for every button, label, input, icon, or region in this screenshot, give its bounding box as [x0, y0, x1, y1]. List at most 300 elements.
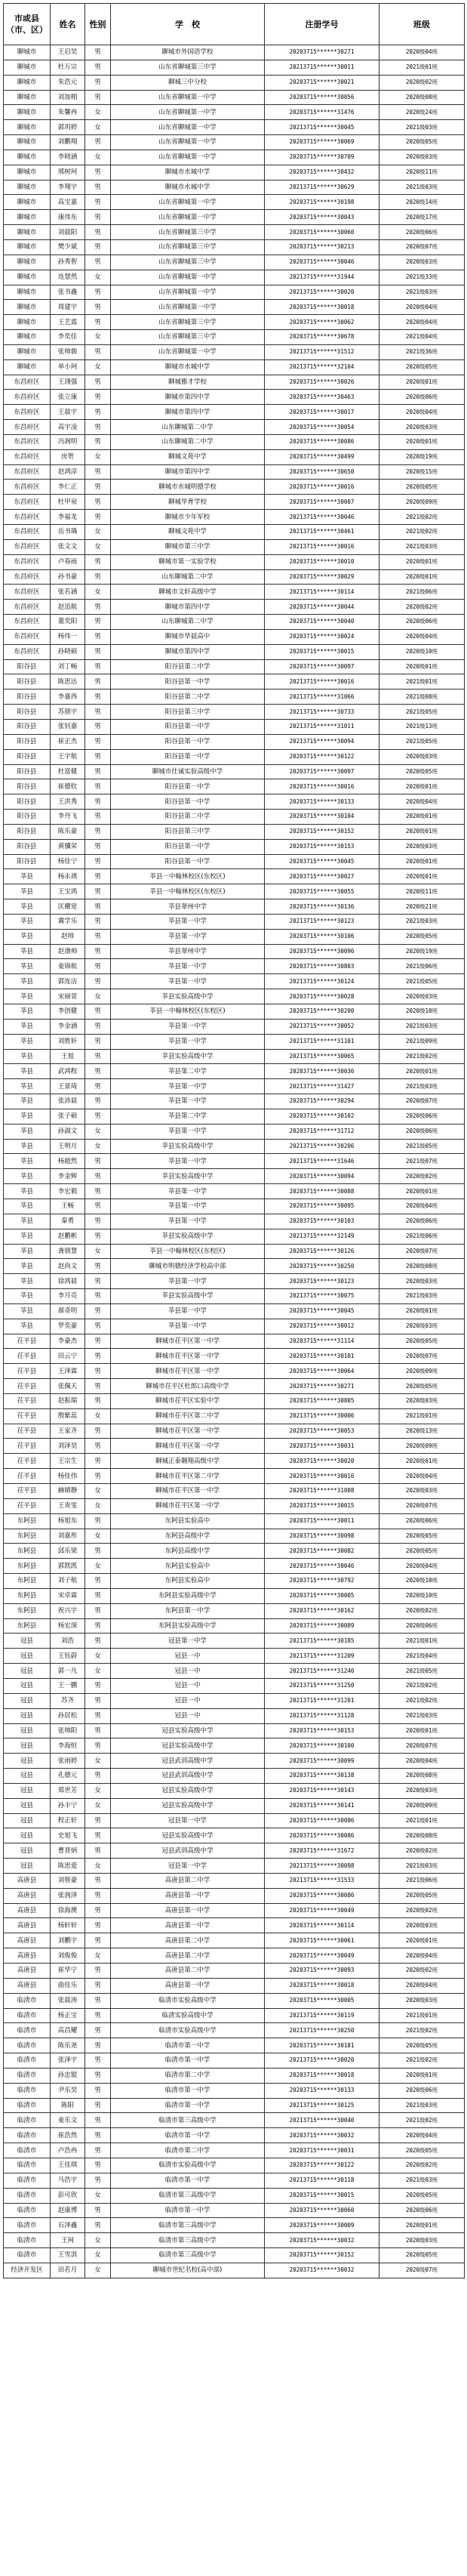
cell-school: 莘县翠州中学 [111, 944, 265, 959]
cell-student-id: 20203715******30032 [265, 2263, 379, 2278]
cell-gender: 男 [85, 1678, 111, 1693]
cell-name: 张书鑫 [51, 285, 85, 300]
cell-class: 2021级03班 [379, 2098, 465, 2113]
cell-school: 聊城市文轩高级中学 [111, 585, 265, 600]
cell-region: 东昌府区 [4, 554, 51, 569]
cell-name: 郭玥婷 [51, 120, 85, 135]
cell-name: 崔正杰 [51, 734, 85, 749]
table-row [4, 569, 465, 585]
cell-class: 2020级08班 [379, 1769, 465, 1784]
table-row [4, 659, 465, 674]
cell-school: 冠县实验高级中学 [111, 1798, 265, 1813]
cell-name: 张若涵 [51, 585, 85, 600]
cell-gender: 男 [85, 1723, 111, 1738]
cell-gender: 女 [85, 525, 111, 540]
cell-region: 聊城市 [4, 75, 51, 90]
cell-name: 樊少斌 [51, 239, 85, 255]
cell-school: 临清市第二中学 [111, 2143, 265, 2158]
cell-name: 张立康 [51, 390, 85, 405]
cell-school: 聊城市第三中学 [111, 539, 265, 554]
cell-class: 2020级03班 [379, 1274, 465, 1289]
cell-school: 东阿县第一中学 [111, 1603, 265, 1618]
cell-student-id: 20203715******30069 [265, 135, 379, 150]
cell-region: 东昌府区 [4, 600, 51, 615]
table-row [4, 2248, 465, 2263]
table-row [4, 1843, 465, 1859]
cell-class: 2020级03班 [379, 255, 465, 270]
table-row [4, 180, 465, 195]
cell-gender: 女 [85, 1484, 111, 1499]
cell-gender: 男 [85, 464, 111, 480]
cell-region: 东昌府区 [4, 375, 51, 390]
cell-region: 冠县 [4, 1738, 51, 1754]
cell-name: 陈思达 [51, 674, 85, 690]
cell-name: 张润泽 [51, 1888, 85, 1903]
cell-student-id: 20213715******30250 [265, 2023, 379, 2038]
cell-student-id: 20213715******30098 [265, 1859, 379, 1874]
cell-class: 2020级05班 [379, 1379, 465, 1394]
cell-region: 莘县 [4, 929, 51, 944]
cell-name: 赵迅航 [51, 600, 85, 615]
cell-student-id: 20213715******30075 [265, 1289, 379, 1304]
cell-class: 2021级01班 [379, 1634, 465, 1649]
cell-region: 冠县 [4, 1754, 51, 1769]
cell-gender: 男 [85, 1888, 111, 1903]
table-row [4, 1798, 465, 1813]
cell-gender: 男 [85, 615, 111, 630]
cell-school: 聊城市茌平区第一中学 [111, 1498, 265, 1513]
cell-school: 莘县翠州中学 [111, 899, 265, 915]
cell-class: 2021级03班 [379, 2173, 465, 2188]
cell-school: 山东省聊城第一中学 [111, 195, 265, 210]
table-row [4, 2053, 465, 2069]
cell-student-id: 20203715******30463 [265, 390, 379, 405]
cell-region: 阳谷县 [4, 659, 51, 674]
cell-region: 东阿县 [4, 1618, 51, 1634]
cell-gender: 男 [85, 749, 111, 764]
cell-class: 2020级03班 [379, 1393, 465, 1408]
cell-school: 临清市第三高级中学 [111, 2248, 265, 2263]
cell-student-id: 20203715******30018 [265, 1978, 379, 1993]
cell-region: 莘县 [4, 1019, 51, 1034]
cell-class: 2020级04班 [379, 315, 465, 330]
cell-student-id: 20203715******30152 [265, 824, 379, 839]
cell-name: 张晨涛 [51, 1993, 85, 2008]
cell-class: 2021级01班 [379, 674, 465, 690]
cell-region: 阳谷县 [4, 719, 51, 734]
cell-class: 2021级05班 [379, 974, 465, 989]
cell-gender: 男 [85, 734, 111, 749]
cell-class: 2021级02班 [379, 1678, 465, 1693]
cell-region: 高唐县 [4, 1903, 51, 1918]
cell-class: 2021级02班 [379, 2113, 465, 2128]
cell-student-id: 20203715******30032 [265, 2128, 379, 2143]
cell-class: 2020级01班 [379, 810, 465, 825]
table-row [4, 644, 465, 659]
cell-region: 临清市 [4, 2068, 51, 2083]
cell-student-id: 20203715******30086 [265, 1828, 379, 1843]
cell-school: 山东省聊城第一中学 [111, 285, 265, 300]
cell-class: 2020级05班 [379, 2143, 465, 2158]
cell-gender: 男 [85, 1693, 111, 1708]
cell-name: 陈乐尧 [51, 2038, 85, 2053]
cell-name: 秦勇 [51, 1214, 85, 1229]
cell-school: 聊城市第四中学 [111, 644, 265, 659]
cell-region: 莘县 [4, 1319, 51, 1334]
cell-student-id: 20213715******31250 [265, 1678, 379, 1693]
cell-school: 莘县第一中学 [111, 1199, 265, 1214]
cell-class: 2021级03班 [379, 539, 465, 554]
cell-gender: 男 [85, 255, 111, 270]
cell-student-id: 20203715******30095 [265, 1199, 379, 1214]
table-row [4, 150, 465, 165]
cell-region: 聊城市 [4, 359, 51, 375]
header-row [4, 4, 465, 45]
cell-school: 聊城正泰翱翔高级中学 [111, 1454, 265, 1469]
cell-name: 尹乐昊 [51, 2083, 85, 2098]
cell-school: 阳谷县第一中学 [111, 794, 265, 810]
table-row [4, 1678, 465, 1693]
cell-student-id: 20203715******30709 [265, 150, 379, 165]
cell-gender: 男 [85, 2098, 111, 2113]
cell-name: 祝兴宇 [51, 1603, 85, 1618]
cell-gender: 男 [85, 810, 111, 825]
table-row [4, 1559, 465, 1574]
cell-name: 宋卓霖 [51, 1588, 85, 1603]
cell-student-id: 20213715******31944 [265, 270, 379, 285]
cell-class: 2020级01班 [379, 779, 465, 794]
cell-gender: 男 [85, 2008, 111, 2023]
cell-name: 李嘉西 [51, 690, 85, 705]
cell-class: 2020级09班 [379, 495, 465, 510]
cell-class: 2020级01班 [379, 1933, 465, 1948]
cell-school: 聊城市茌平区第一中学 [111, 1439, 265, 1454]
cell-region: 聊城市 [4, 225, 51, 240]
cell-gender: 男 [85, 1214, 111, 1229]
cell-gender: 男 [85, 1574, 111, 1589]
cell-class: 2020级10班 [379, 1574, 465, 1589]
cell-class: 2020级05班 [379, 135, 465, 150]
cell-student-id: 20203715******30045 [265, 1303, 379, 1319]
table-row [4, 1738, 465, 1754]
cell-student-id: 20203715******30046 [265, 255, 379, 270]
cell-region: 冠县 [4, 1783, 51, 1798]
cell-class: 2020级09班 [379, 1439, 465, 1454]
cell-school: 东阿县高级中学 [111, 1529, 265, 1544]
cell-name: 李宏毅 [51, 1184, 85, 1199]
cell-student-id: 20213715******30118 [265, 2173, 379, 2188]
cell-name: 赵鸿淳 [51, 464, 85, 480]
cell-student-id: 20203715******30045 [265, 854, 379, 869]
cell-gender: 男 [85, 45, 111, 60]
table-row [4, 210, 465, 225]
table-row [4, 495, 465, 510]
cell-name: 孙居松 [51, 1708, 85, 1723]
table-row [4, 464, 465, 480]
table-row [4, 1664, 465, 1679]
cell-school: 山东聊城第二中学 [111, 434, 265, 449]
cell-student-id: 20213715******30020 [265, 285, 379, 300]
cell-class: 2020级05班 [379, 2038, 465, 2053]
cell-name: 周建宇 [51, 300, 85, 315]
header-school: 学 校 [111, 4, 265, 45]
cell-class: 2021级06班 [379, 1873, 465, 1888]
cell-school: 山东省聊城第一中学 [111, 270, 265, 285]
cell-name: 李豪杰 [51, 1334, 85, 1349]
cell-class: 2021级05班 [379, 705, 465, 720]
cell-school: 临清市第一中学 [111, 2098, 265, 2113]
cell-gender: 男 [85, 914, 111, 929]
cell-school: 山东省聊城第一中学 [111, 90, 265, 105]
cell-region: 聊城市 [4, 285, 51, 300]
cell-name: 孙秀智 [51, 255, 85, 270]
cell-gender: 男 [85, 1319, 111, 1334]
table-row [4, 105, 465, 120]
cell-region: 阳谷县 [4, 839, 51, 854]
table-row [4, 1364, 465, 1379]
cell-gender: 男 [85, 1918, 111, 1933]
cell-class: 2021级03班 [379, 120, 465, 135]
cell-school: 山东省聊城第三中学 [111, 330, 265, 345]
cell-school: 山东省聊城第一中学 [111, 105, 265, 120]
cell-school: 高唐县第一中学 [111, 1978, 265, 1993]
cell-student-id: 20203715******30106 [265, 929, 379, 944]
cell-gender: 男 [85, 1259, 111, 1274]
cell-class: 2020级03班 [379, 989, 465, 1004]
cell-name: 孙丰宁 [51, 1798, 85, 1813]
table-row [4, 270, 465, 285]
cell-student-id: 20203715******30005 [265, 1588, 379, 1603]
cell-student-id: 20203715******30062 [265, 315, 379, 330]
cell-student-id: 20213715******30206 [265, 1139, 379, 1154]
cell-name: 马浩宇 [51, 2173, 85, 2188]
cell-student-id: 20203715******31672 [265, 1843, 379, 1859]
cell-class: 2020级05班 [379, 1888, 465, 1903]
cell-class: 2020级06班 [379, 390, 465, 405]
cell-region: 高唐县 [4, 1933, 51, 1948]
cell-gender: 男 [85, 705, 111, 720]
table-row [4, 1588, 465, 1603]
cell-student-id: 20203715******30200 [265, 1004, 379, 1020]
header-gender: 性别 [85, 4, 111, 45]
table-row [4, 869, 465, 884]
table-row [4, 1933, 465, 1948]
cell-region: 阳谷县 [4, 810, 51, 825]
table-row [4, 2158, 465, 2173]
table-row [4, 1393, 465, 1408]
cell-name: 刘丁畅 [51, 659, 85, 674]
table-row [4, 359, 465, 375]
cell-school: 临清市第一中学 [111, 2053, 265, 2069]
cell-name: 龚朋慧 [51, 1244, 85, 1259]
cell-gender: 男 [85, 1469, 111, 1484]
table-row [4, 1289, 465, 1304]
cell-student-id: 20213715******30461 [265, 525, 379, 540]
cell-region: 冠县 [4, 1649, 51, 1664]
table-row [4, 2128, 465, 2143]
cell-school: 莘县第一中学 [111, 1154, 265, 1169]
cell-class: 2020级07班 [379, 1244, 465, 1259]
table-row [4, 2098, 465, 2113]
table-row [4, 705, 465, 720]
cell-gender: 男 [85, 944, 111, 959]
cell-gender: 男 [85, 390, 111, 405]
cell-gender: 男 [85, 1334, 111, 1349]
cell-gender: 男 [85, 779, 111, 794]
table-row [4, 1574, 465, 1589]
table-row [4, 585, 465, 600]
cell-gender: 男 [85, 794, 111, 810]
cell-region: 阳谷县 [4, 794, 51, 810]
table-row [4, 60, 465, 75]
table-row [4, 1169, 465, 1184]
cell-school: 冠县实验高级中学 [111, 1738, 265, 1754]
cell-name: 李金辉 [51, 1169, 85, 1184]
cell-class: 2020级17班 [379, 210, 465, 225]
cell-school: 聊城市华晨高中 [111, 629, 265, 644]
cell-class: 2021级01班 [379, 60, 465, 75]
cell-name: 刘泽昊 [51, 1439, 85, 1454]
cell-gender: 男 [85, 210, 111, 225]
cell-region: 莘县 [4, 1124, 51, 1139]
cell-gender: 男 [85, 554, 111, 569]
cell-class: 2020级24班 [379, 105, 465, 120]
cell-region: 临清市 [4, 2158, 51, 2173]
cell-region: 聊城市 [4, 105, 51, 120]
cell-student-id: 20203715******30432 [265, 165, 379, 180]
cell-name: 王景琦 [51, 1079, 85, 1094]
cell-class: 2020级10班 [379, 644, 465, 659]
cell-student-id: 20203715******30089 [265, 1618, 379, 1634]
cell-name: 刘胜轩 [51, 1034, 85, 1049]
cell-school: 莘县第一中学 [111, 914, 265, 929]
cell-region: 东昌府区 [4, 405, 51, 420]
cell-school: 高唐县第一中学 [111, 1918, 265, 1933]
cell-student-id: 20203715******31712 [265, 1124, 379, 1139]
cell-student-id: 20203715******30018 [265, 300, 379, 315]
cell-class: 2020级06班 [379, 2203, 465, 2218]
cell-school: 聊城文苑中学 [111, 449, 265, 464]
cell-class: 2020级04班 [379, 1469, 465, 1484]
table-row [4, 1303, 465, 1319]
cell-gender: 男 [85, 899, 111, 915]
cell-school: 山东省聊城第一中学 [111, 300, 265, 315]
cell-school: 聊城市第四中学 [111, 405, 265, 420]
cell-class: 2020级03班 [379, 1993, 465, 2008]
cell-gender: 男 [85, 75, 111, 90]
cell-name: 王宝鸿 [51, 884, 85, 899]
cell-class: 2020级03班 [379, 1918, 465, 1933]
cell-class: 2020级06班 [379, 2083, 465, 2098]
cell-name: 刘鹏翔 [51, 135, 85, 150]
cell-school: 临清市实验高级中学 [111, 2158, 265, 2173]
cell-school: 冠县实验高级中学 [111, 1783, 265, 1798]
cell-student-id: 20203715******30043 [265, 210, 379, 225]
cell-name: 田若月 [51, 2263, 85, 2278]
cell-name: 张雨婷 [51, 1754, 85, 1769]
cell-student-id: 20203715******30053 [265, 1424, 379, 1439]
cell-student-id: 20203715******30011 [265, 1513, 379, 1529]
cell-school: 东阿县实验高中 [111, 1559, 265, 1574]
cell-name: 徐鸿晨 [51, 1274, 85, 1289]
cell-school: 莘县第一中学 [111, 1034, 265, 1049]
cell-name: 王钰蔚 [51, 1649, 85, 1664]
cell-school: 山东省聊城第一中学 [111, 135, 265, 150]
cell-school: 临清市实验高级中学 [111, 2023, 265, 2038]
table-body [4, 45, 465, 2278]
cell-student-id: 20213715******30016 [265, 674, 379, 690]
table-row [4, 1139, 465, 1154]
cell-name: 李丹飞 [51, 810, 85, 825]
cell-school: 山东省聊城第一中学 [111, 210, 265, 225]
cell-class: 2020级01班 [379, 1064, 465, 1079]
cell-name: 赵康博 [51, 2203, 85, 2218]
cell-student-id: 20213715******30045 [265, 120, 379, 135]
cell-school: 莘县第二中学 [111, 1064, 265, 1079]
cell-school: 冠县一中 [111, 1649, 265, 1664]
cell-school: 冠县一中 [111, 1678, 265, 1693]
table-row [4, 120, 465, 135]
cell-region: 冠县 [4, 1664, 51, 1679]
table-row [4, 629, 465, 644]
cell-region: 临清市 [4, 2098, 51, 2113]
cell-region: 高唐县 [4, 1918, 51, 1933]
cell-school: 东阿县实验高级中学 [111, 1618, 265, 1634]
cell-name: 孔德元 [51, 1769, 85, 1784]
cell-class: 2020级01班 [379, 1303, 465, 1319]
cell-student-id: 20213715******31240 [265, 1664, 379, 1679]
table-row [4, 375, 465, 390]
cell-class: 2020级07班 [379, 1094, 465, 1109]
cell-name: 崔德钦 [51, 779, 85, 794]
cell-class: 2020级07班 [379, 1738, 465, 1754]
cell-school: 聊城市第四中学 [111, 600, 265, 615]
cell-gender: 男 [85, 2203, 111, 2218]
cell-name: 赫婧静 [51, 1484, 85, 1499]
cell-gender: 男 [85, 2143, 111, 2158]
table-row [4, 1379, 465, 1394]
cell-student-id: 20203715******30007 [265, 495, 379, 510]
cell-school: 莘县一中翰林校区(东校区) [111, 1244, 265, 1259]
cell-class: 2020级04班 [379, 1199, 465, 1214]
cell-school: 聊城市外国语学校 [111, 45, 265, 60]
cell-gender: 女 [85, 1529, 111, 1544]
cell-student-id: 20213715******30011 [265, 60, 379, 75]
table-row [4, 1603, 465, 1618]
cell-gender: 男 [85, 135, 111, 150]
cell-name: 刘智豪 [51, 1873, 85, 1888]
cell-student-id: 20203715******30100 [265, 1738, 379, 1754]
cell-gender: 男 [85, 510, 111, 525]
cell-student-id: 20213715******30006 [265, 1408, 379, 1424]
cell-school: 山东聊城第二中学 [111, 420, 265, 435]
cell-class: 2021级06班 [379, 959, 465, 974]
cell-region: 莘县 [4, 1094, 51, 1109]
cell-school: 聊城市水城中学 [111, 165, 265, 180]
table-row [4, 914, 465, 929]
cell-gender: 男 [85, 659, 111, 674]
cell-student-id: 20203715******30015 [265, 2188, 379, 2203]
cell-region: 临清市 [4, 2143, 51, 2158]
cell-region: 东昌府区 [4, 420, 51, 435]
cell-name: 董奕阳 [51, 615, 85, 630]
cell-class: 2020级07班 [379, 1349, 465, 1364]
cell-region: 茌平县 [4, 1424, 51, 1439]
cell-class: 2020级01班 [379, 375, 465, 390]
cell-school: 临清市第三高级中学 [111, 2233, 265, 2248]
cell-school: 临清市第一中学 [111, 2128, 265, 2143]
cell-class: 2020级11班 [379, 165, 465, 180]
